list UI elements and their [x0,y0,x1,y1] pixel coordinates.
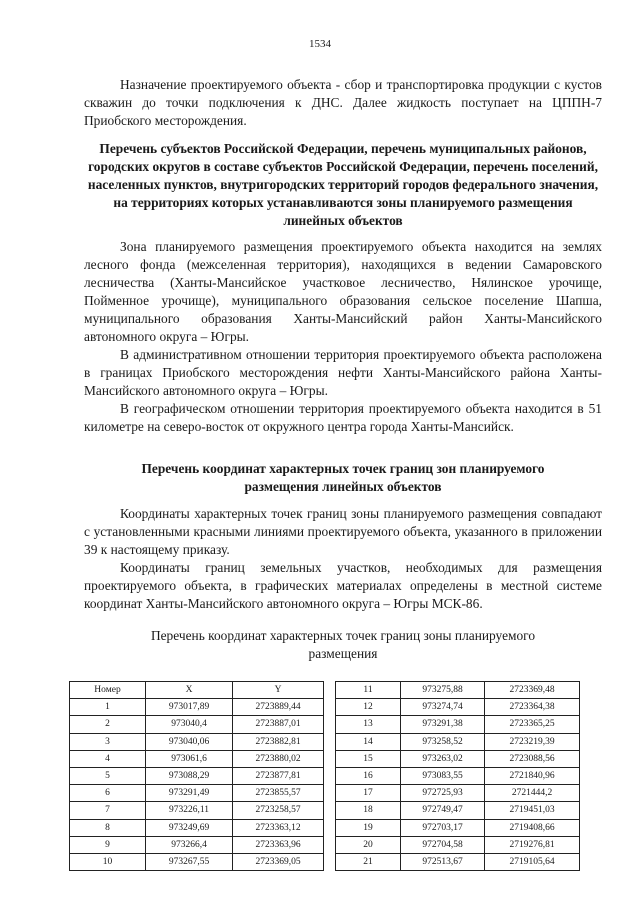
table-cell: 972704,58 [401,836,485,853]
table-row [70,716,324,733]
subjects-heading: Перечень субъектов Российской Федерации, перечень муниципальных районов, городских округов в составе субъектов Российской Федерации, перечень поселений, населенных пунктов, внутригородских территорий городов федерального значения, на территориях которых устанавливаются зоны планируемого размещения линейных объектов [87,141,599,228]
table-cell: 2719408,66 [485,819,580,836]
table-cell: 11 [336,682,401,699]
table-header-cell: Номер [70,682,146,699]
table-row [70,819,324,836]
table-cell: 1 [70,699,146,716]
table-row [336,767,580,784]
table-cell: 2723855,57 [233,785,324,802]
table-cell: 973017,89 [146,699,233,716]
table-header-row [70,682,324,699]
table-cell: 2723369,05 [233,853,324,870]
table-cell: 973267,55 [146,853,233,870]
table-cell: 973275,88 [401,682,485,699]
table-row [70,836,324,853]
table-cell: 13 [336,716,401,733]
table-cell: 973226,11 [146,802,233,819]
coordinates-heading: Перечень координат характерных точек границ зон планируемого размещения линейных объектов [141,461,545,494]
table-cell: 973291,49 [146,785,233,802]
table-cell: 972513,67 [401,853,485,870]
table-cell: 3 [70,733,146,750]
table-cell: 2721840,96 [485,767,580,784]
table-row [70,750,324,767]
table-cell: 973040,4 [146,716,233,733]
table-cell: 4 [70,750,146,767]
table-cell: 2723088,56 [485,750,580,767]
table-cell: 973263,02 [401,750,485,767]
table-row [336,802,580,819]
table-cell: 973266,4 [146,836,233,853]
table-cell: 2723364,38 [485,699,580,716]
table-cell: 8 [70,819,146,836]
table-cell: 17 [336,785,401,802]
table-cell: 21 [336,853,401,870]
table-cell: 2723369,48 [485,682,580,699]
table-cell: 973088,29 [146,767,233,784]
zone-location-paragraph: Зона планируемого размещения проектируемого объекта находится на землях лесного фонда (межселенная территория), находящихся в ведении Самаровского лесничества (Ханты-Мансийское участковое лесничество, Нялинское урочище, Пойменное урочище), муниципального образования сельское поселение Шапша, муниципального образования Ханты-Мансийский район Ханты-Мансийского автономного округа – Югры. [84,239,602,344]
coordinates-table-right [335,681,580,871]
table-row [336,716,580,733]
table-row [336,733,580,750]
table-cell: 14 [336,733,401,750]
table-cell: 12 [336,699,401,716]
table-row [336,699,580,716]
table-row [336,819,580,836]
table-cell: 2723880,02 [233,750,324,767]
table-cell: 18 [336,802,401,819]
table-cell: 2723363,96 [233,836,324,853]
table-cell: 972749,47 [401,802,485,819]
table-cell: 20 [336,836,401,853]
table-cell: 16 [336,767,401,784]
table-cell: 2723365,25 [485,716,580,733]
table-row [70,767,324,784]
table-cell: 2723877,81 [233,767,324,784]
table-row [70,733,324,750]
table-cell: 2719451,03 [485,802,580,819]
table-cell: 2723363,12 [233,819,324,836]
table-cell: 973249,69 [146,819,233,836]
purpose-paragraph: Назначение проектируемого объекта - сбор и транспортировка продукции с кустов скважин до точки подключения к ДНС. Далее жидкость поступает на ЦППН-7 Приобского месторождения. [84,77,602,128]
table-cell: 2721444,2 [485,785,580,802]
table-cell: 2719276,81 [485,836,580,853]
table-cell: 973083,55 [401,767,485,784]
table-row [336,682,580,699]
table-cell: 2723889,44 [233,699,324,716]
table-cell: 2 [70,716,146,733]
table-row [336,785,580,802]
table-cell: 973274,74 [401,699,485,716]
table-cell: 2723887,01 [233,716,324,733]
table-header-cell: Y [233,682,324,699]
table-row [336,836,580,853]
table-cell: 7 [70,802,146,819]
page-number: 1534 [309,38,331,50]
coordinates-table-left [69,681,324,871]
table-cell: 15 [336,750,401,767]
table-cell: 2719105,64 [485,853,580,870]
table-row [70,802,324,819]
table-row [336,853,580,870]
table-cell: 9 [70,836,146,853]
table-cell: 2723258,57 [233,802,324,819]
table-cell: 972703,17 [401,819,485,836]
table-cell: 973291,38 [401,716,485,733]
table-cell: 972725,93 [401,785,485,802]
table-cell: 973061,6 [146,750,233,767]
table-cell: 19 [336,819,401,836]
admin-paragraph: В административном отношении территория проектируемого объекта расположена в границах Приобского месторождения нефти Ханты-Мансийского района Ханты-Мансийского автономного округа – Югры. [84,347,602,398]
coords-match-paragraph: Координаты характерных точек границ зоны планируемого размещения совпадают с установленными красными линиями проектируемого объекта, указанного в приложении 39 к настоящему приказу. [84,506,602,557]
table-cell: 10 [70,853,146,870]
table-row [70,785,324,802]
table-cell: 973258,52 [401,733,485,750]
table-cell: 2723219,39 [485,733,580,750]
table-header-cell: X [146,682,233,699]
table-cell: 973040,06 [146,733,233,750]
table-row [70,853,324,870]
table-caption: Перечень координат характерных точек границ зоны планируемого размещения [150,628,536,661]
table-cell: 2723882,81 [233,733,324,750]
table-cell: 6 [70,785,146,802]
coords-system-paragraph: Координаты границ земельных участков, необходимых для размещения проектируемого объекта, в графических материалах определены в местной системе координат Ханты-Мансийского автономного округа – Югры МСК-86. [84,560,602,611]
geo-paragraph: В географическом отношении территория проектируемого объекта находится в 51 километре на северо-восток от окружного центра города Ханты-Мансийск. [84,401,602,434]
table-row [336,750,580,767]
table-row [70,699,324,716]
table-cell: 5 [70,767,146,784]
